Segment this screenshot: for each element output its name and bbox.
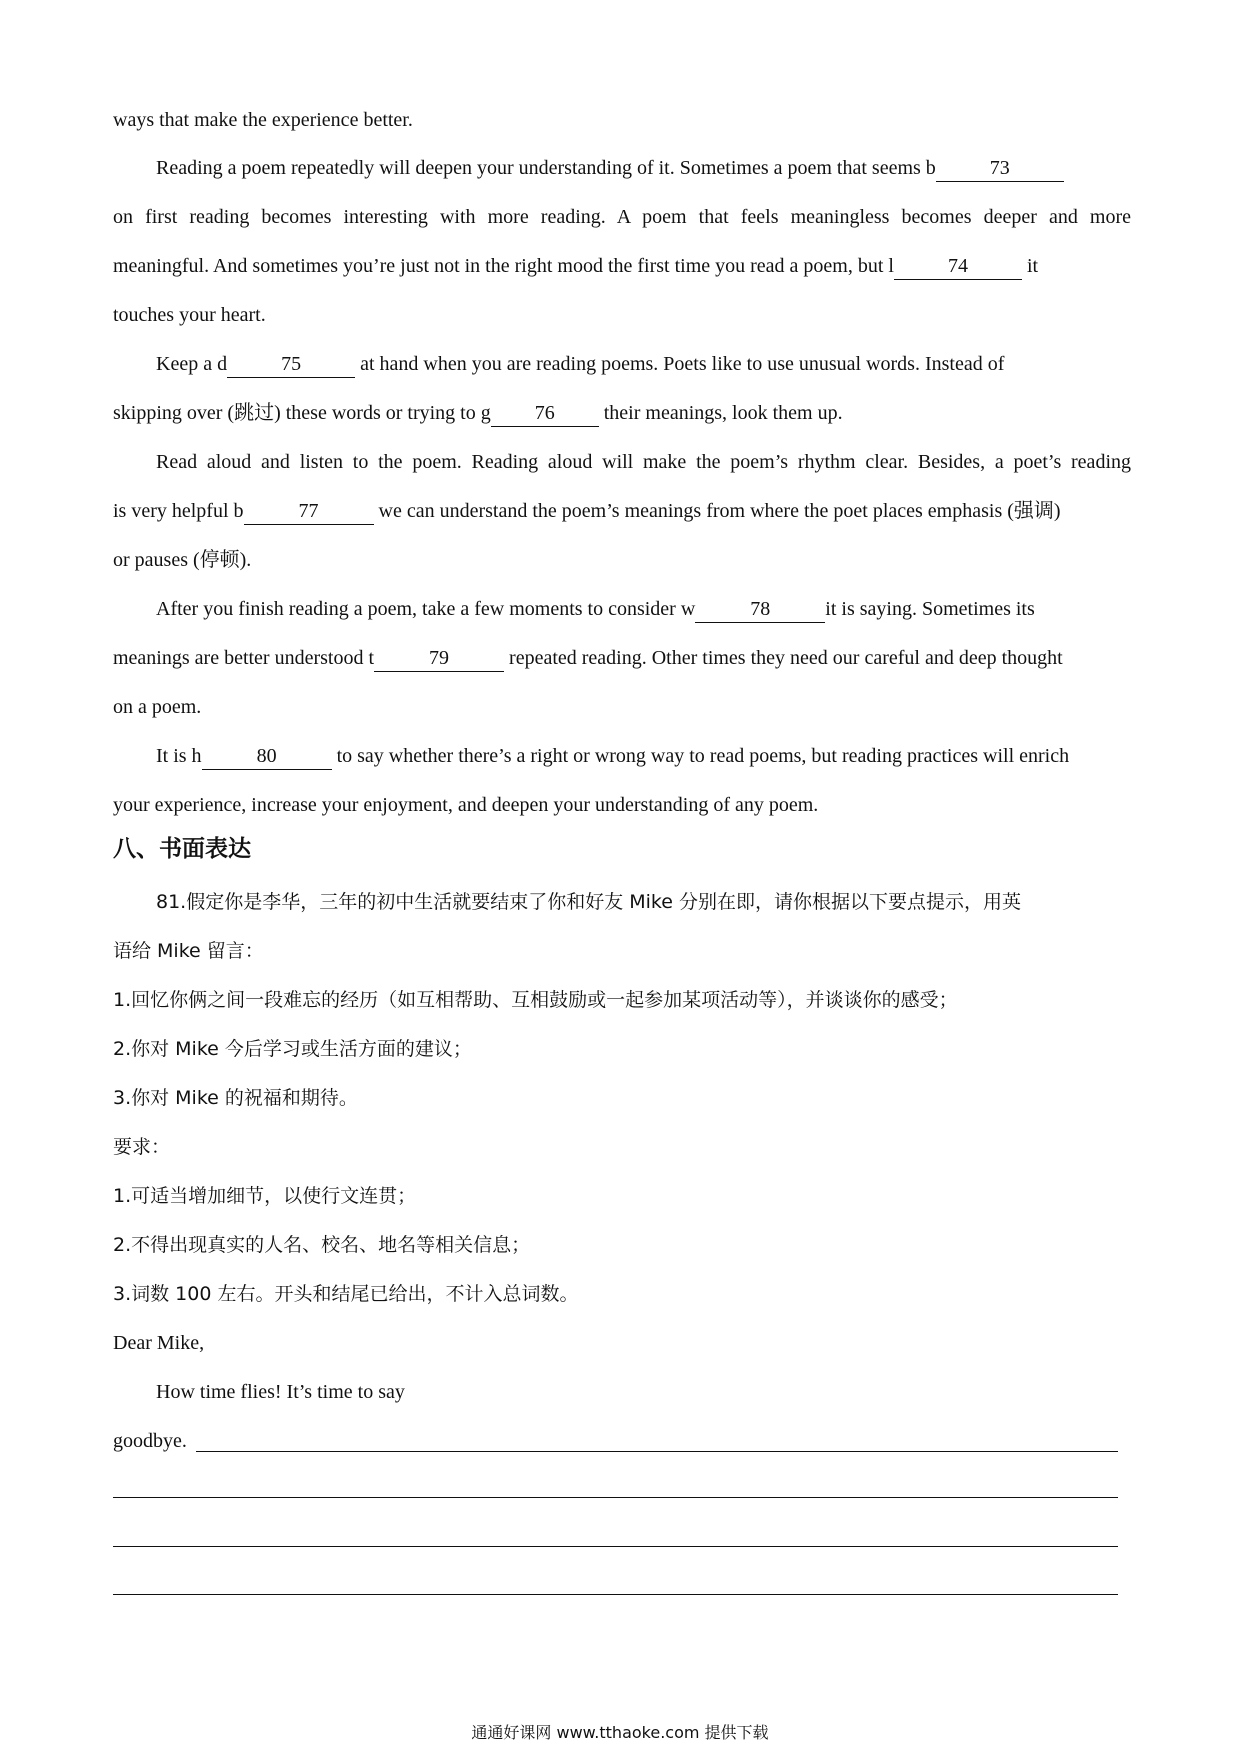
- text: meaningful. And sometimes you’re just not in the right mood the first time you read a poem, but l: [113, 255, 894, 277]
- point-3: 3.你对 Mike 的祝福和期待。: [113, 1087, 358, 1109]
- point-2: 2.你对 Mike 今后学习或生活方面的建议；: [113, 1038, 472, 1060]
- passage-line-79: [113, 644, 1131, 672]
- question-81-line: 81.假定你是李华，三年的初中生活就要结束了你和好友 Mike 分别在即，请你根据以下要点提示，用英: [156, 891, 1021, 913]
- text: we can understand the poem’s meanings from where the poet places emphasis (强调): [378, 500, 1061, 522]
- passage-line: your experience, increase your enjoyment, and deepen your understanding of any poem.: [113, 794, 819, 816]
- opening-line: How time flies! It’s time to say: [156, 1381, 405, 1403]
- passage-line: ways that make the experience better.: [113, 109, 413, 131]
- text: meanings are better understood t: [113, 647, 375, 669]
- text: at hand when you are reading poems. Poets like to use unusual words. Instead of: [360, 353, 1005, 375]
- text: Reading a poem repeatedly will deepen your understanding of it. Sometimes a poem that seems b: [156, 157, 936, 179]
- passage-line-73: [156, 154, 1131, 182]
- text: their meanings, look them up.: [603, 402, 843, 424]
- passage-line-77: [113, 497, 1131, 525]
- text: skipping over (跳过) these words or trying to g: [113, 402, 491, 424]
- question-81-line: 语给 Mike 留言：: [113, 940, 264, 962]
- salutation: Dear Mike,: [113, 1332, 205, 1354]
- text: After you finish reading a poem, take a few moments to consider w: [156, 598, 696, 620]
- text: Keep a d: [156, 353, 228, 375]
- point-1: 1.回忆你俩之间一段难忘的经历（如互相帮助、互相鼓励或一起参加某项活动等），并谈谈你的感受；: [113, 989, 958, 1011]
- blank-78[interactable]: 78: [695, 598, 825, 623]
- goodbye-line: goodbye.: [113, 1430, 187, 1452]
- requirement-2: 2.不得出现真实的人名、校名、地名等相关信息；: [113, 1234, 531, 1256]
- text: repeated reading. Other times they need our careful and deep thought: [509, 647, 1063, 669]
- section-heading: 八、书面表达: [113, 836, 251, 862]
- text: to say whether there’s a right or wrong way to read poems, but reading practices will enrich: [336, 745, 1070, 767]
- passage-line: or pauses (停顿).: [113, 549, 252, 571]
- passage-line-74: [113, 252, 1131, 280]
- text: it is saying. Sometimes its: [825, 598, 1035, 620]
- passage-line: touches your heart.: [113, 304, 266, 326]
- blank-75[interactable]: 75: [227, 353, 355, 378]
- answer-line[interactable]: [196, 1451, 1118, 1452]
- answer-line[interactable]: [113, 1546, 1118, 1547]
- requirement-1: 1.可适当增加细节，以使行文连贯；: [113, 1185, 417, 1207]
- requirement-3: 3.词数 100 左右。开头和结尾已给出，不计入总词数。: [113, 1283, 579, 1305]
- passage-line: on first reading becomes interesting with more reading. A poem that feels meaningless becomes deeper and more: [113, 206, 1131, 228]
- passage-line-80: [156, 742, 1131, 770]
- text: it: [1026, 255, 1039, 277]
- passage-line-76: [113, 399, 1131, 427]
- blank-76[interactable]: 76: [491, 402, 599, 427]
- blank-80[interactable]: 80: [202, 745, 332, 770]
- blank-73[interactable]: 73: [936, 157, 1064, 182]
- blank-74[interactable]: 74: [894, 255, 1022, 280]
- passage-line: on a poem.: [113, 696, 202, 718]
- footer-text: 通通好课网 www.tthaoke.com 提供下载: [471, 1723, 769, 1742]
- requirements-title: 要求：: [113, 1136, 171, 1158]
- answer-line[interactable]: [113, 1497, 1118, 1498]
- text: is very helpful b: [113, 500, 244, 522]
- passage-line: Read aloud and listen to the poem. Reading aloud will make the poem’s rhythm clear. Besides, a poet’s reading: [156, 451, 1131, 473]
- text: It is h: [156, 745, 202, 767]
- passage-line-78: [156, 595, 1131, 623]
- answer-line[interactable]: [113, 1594, 1118, 1595]
- blank-79[interactable]: 79: [374, 647, 504, 672]
- blank-77[interactable]: 77: [244, 500, 374, 525]
- passage-line-75: [156, 350, 1131, 378]
